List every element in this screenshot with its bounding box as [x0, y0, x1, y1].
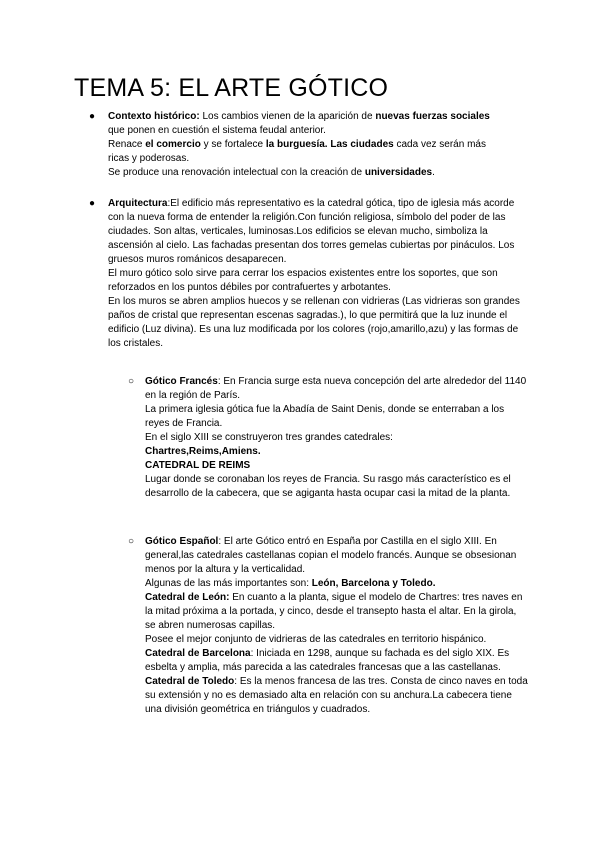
arquitectura-p3: En los muros se abren amplios huecos y se rellenan con vidrieras (Las vidrieras son grandes paños de cristal que representan escenas sagradas.), lo que permitirá que la luz inunde el edificio (Luz divina). Es una luz modificada por los colores (rojo,amarillo,azu) y las formas de los cristales. [108, 296, 520, 349]
toledo-text: Catedral de Toledo: Es la menos francesa de las tres. Consta de cinco naves en toda su extensión y no es demasiado alta en relación con su anchura.La cabecera tiene una división geométrica en triángulos y cuadrados. [145, 676, 528, 715]
leon-text2: Posee el mejor conjunto de vidrieras de las catedrales en territorio hispánico. [145, 634, 487, 645]
section-gotico-espanol [128, 535, 529, 717]
section-gotico-frances [128, 375, 529, 501]
espanol-p1: Gótico Español: El arte Gótico entró en España por Castilla en el siglo XIII. En general,las catedrales castellanas copian el modelo francés. Aunque se obsesionan menos por la altura y la verticalidad. [145, 536, 517, 575]
barcelona-text: Catedral de Barcelona: Iniciada en 1298, aunque su fachada es del siglo XIX. Es esbelta y amplia, más parecida a las catedrales francesas que a las castellanas. [145, 648, 510, 673]
reims-text: Lugar donde se coronaban los reyes de Francia. Su rasgo más característico es el desarrollo de la cabecera, que se agiganta hasta ocupar casi la mitad de la planta. [145, 474, 511, 499]
frances-p1: Gótico Francés: En Francia surge esta nueva concepción del arte alrededor del 1140 en la región de París. [145, 376, 527, 401]
contexto-line2: Renace el comercio y se fortalece la burguesía. Las ciudades cada vez serán más ricas y poderosas. [108, 139, 486, 164]
section-contexto [89, 110, 508, 180]
arquitectura-p2: El muro gótico solo sirve para cerrar los espacios existentes entre los soportes, que son reforzados en los puntos débiles por contrafuertes y arbotantes. [108, 268, 498, 293]
espanol-p2: Algunas de las más importantes son: León, Barcelona y Toledo. [145, 578, 436, 589]
reims-title: CATEDRAL DE REIMS [145, 460, 251, 471]
bullet-circle-icon: ○ [128, 376, 135, 387]
contexto-line1: Contexto histórico: Los cambios vienen de la aparición de nuevas fuerzas sociales que ponen en cuestión el sistema feudal anterior. [108, 111, 490, 136]
page-title: TEMA 5: EL ARTE GÓTICO [74, 74, 389, 102]
arquitectura-p1: Arquitectura:El edificio más representativo es la catedral gótica, tipo de iglesia más acorde con la nueva forma de entender la religión.Con función religiosa, símbolo del poder de las ciudades. Son altas, verticales, luminosas.Los edificios se elevan mucho, simboliza la ascensión al cielo. Las fachadas presentan dos torres gemelas cubiertas por pináculos. Los gruesos muros románicos desaparecen. [108, 198, 515, 265]
contexto-line3: Se produce una renovación intelectual con la creación de universidades. [108, 167, 435, 178]
leon-text: Catedral de León: En cuanto a la planta, sigue el modelo de Chartres: tres naves en la mitad próxima a la portada, y cinco, desde el transepto hasta el altar. En la girola, se abren numerosas capillas. [145, 592, 523, 631]
bullet-circle-icon: ○ [128, 536, 135, 547]
frances-p2: La primera iglesia gótica fue la Abadía de Saint Denis, donde se enterraban a los reyes de Francia. [145, 404, 505, 429]
bullet-dot-icon: ● [89, 198, 96, 209]
frances-list: Chartres,Reims,Amiens. [145, 446, 261, 457]
bullet-dot-icon: ● [89, 111, 96, 122]
frances-p3: En el siglo XIII se construyeron tres grandes catedrales: [145, 432, 393, 443]
section-arquitectura [89, 197, 526, 351]
